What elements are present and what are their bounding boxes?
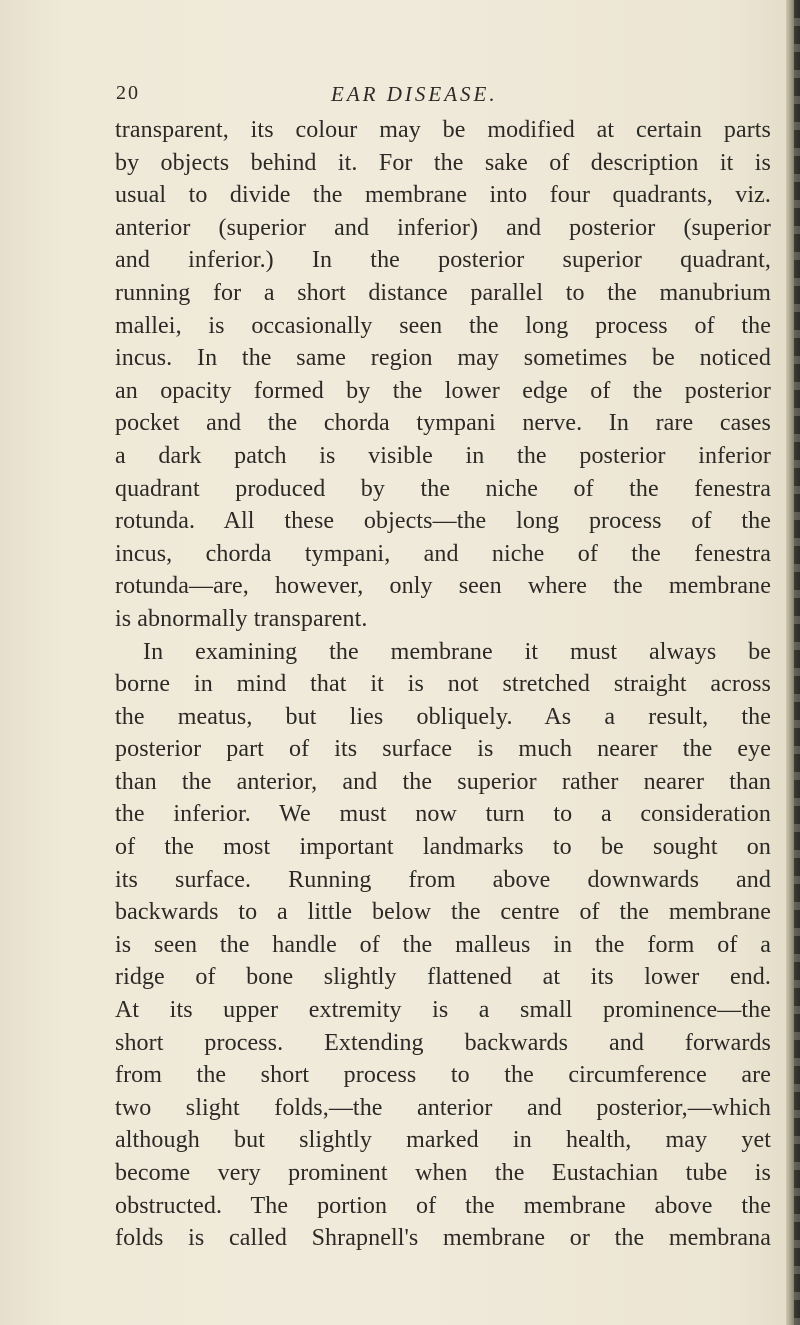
text-line: usual to divide the membrane into four quadrants, viz. [115, 182, 771, 209]
text-line: pocket and the chorda tympani nerve. In rare cases [115, 410, 771, 437]
text-line: two slight folds,—the anterior and posterior,—which [115, 1094, 771, 1121]
text-line: than the anterior, and the superior rather nearer than [115, 768, 771, 795]
text-line: mallei, is occasionally seen the long process of the [115, 312, 771, 339]
text-line: transparent, its colour may be modified at certain parts [115, 117, 771, 143]
page-edge-notches [794, 0, 800, 1325]
text-line: incus, chorda tympani, and niche of the fenestra [115, 540, 771, 567]
text-line: At its upper extremity is a small prominence—the [115, 997, 771, 1024]
text-line: from the short process to the circumference are [115, 1062, 771, 1089]
text-line: posterior part of its surface is much nearer the eye [115, 736, 771, 763]
text-line: by objects behind it. For the sake of description it is [115, 149, 771, 176]
text-line-paragraph-start: In examining the membrane it must always be [143, 638, 771, 665]
text-line: folds is called Shrapnell's membrane or the membrana [115, 1225, 771, 1252]
text-line: and inferior.) In the posterior superior quadrant, [115, 247, 771, 274]
text-line: ridge of bone slightly flattened at its lower end. [115, 964, 771, 991]
text-line: quadrant produced by the niche of the fenestra [115, 475, 771, 502]
text-line: rotunda. All these objects—the long process of the [115, 508, 771, 535]
text-line: incus. In the same region may sometimes be noticed [115, 345, 771, 372]
text-line: its surface. Running from above downwards and [115, 866, 771, 893]
text-line: rotunda—are, however, only seen where the membrane [115, 573, 771, 600]
page-header [116, 82, 776, 112]
text-line: anterior (superior and inferior) and posterior (superior [115, 214, 771, 241]
text-line: an opacity formed by the lower edge of the posterior [115, 377, 771, 404]
text-line: is seen the handle of the malleus in the form of a [115, 931, 771, 958]
text-line: of the most important landmarks to be sought on [115, 834, 771, 861]
running-title: EAR DISEASE. [331, 82, 498, 106]
page-number: 20 [116, 82, 140, 104]
text-line: a dark patch is visible in the posterior inferior [115, 442, 771, 469]
body-text [115, 114, 771, 1255]
text-line: short process. Extending backwards and forwards [115, 1029, 771, 1056]
text-line: is abnormally transparent. [115, 605, 368, 632]
text-line: become very prominent when the Eustachian tube is [115, 1160, 771, 1186]
text-line: although but slightly marked in health, may yet [115, 1127, 771, 1154]
text-line: the meatus, but lies obliquely. As a result, the [115, 703, 771, 730]
text-line: running for a short distance parallel to the manubrium [115, 279, 771, 306]
text-line: obstructed. The portion of the membrane above the [115, 1192, 771, 1219]
text-line: backwards to a little below the centre of the membrane [115, 899, 771, 926]
text-line: borne in mind that it is not stretched straight across [115, 671, 771, 698]
text-line: the inferior. We must now turn to a consideration [115, 801, 771, 828]
